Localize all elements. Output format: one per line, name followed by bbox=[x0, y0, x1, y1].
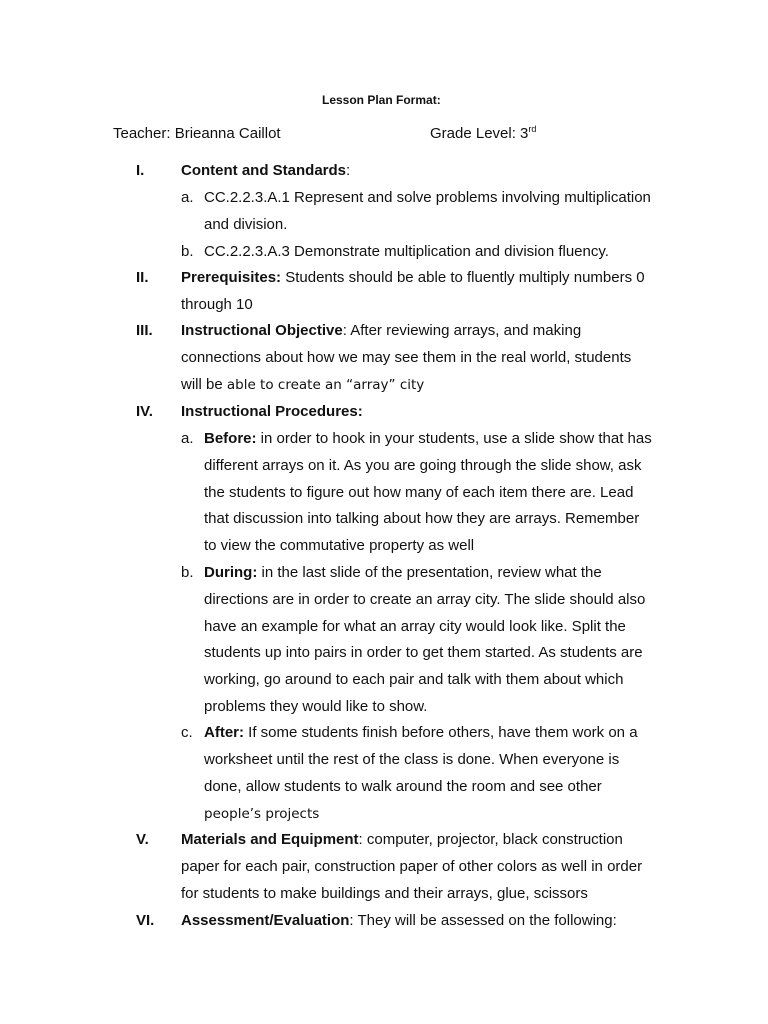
section-1-heading-suffix: : bbox=[346, 162, 351, 179]
section-3-numeral: III. bbox=[136, 322, 153, 339]
section-4-numeral: IV. bbox=[136, 403, 153, 420]
section-1-item-b-line-1: CC.2.2.3.A.3 Demonstrate multiplication and division fluency. bbox=[204, 243, 609, 260]
procedure-before-line-1 bbox=[204, 430, 652, 448]
procedure-during-line-5: working, go around to each pair and talk with them about which bbox=[204, 671, 624, 688]
procedure-before-first-text: in order to hook in your students, use a slide show that has bbox=[256, 430, 652, 447]
procedure-after-line-4: people’s projects bbox=[204, 806, 320, 822]
procedure-after-line-3: done, allow students to walk around the room and see other bbox=[204, 778, 602, 795]
section-5-text: : computer, projector, black construction bbox=[358, 831, 623, 848]
section-3-line-3-end: able to create an “array” city bbox=[226, 377, 425, 393]
teacher-name: Teacher: Brieanna Caillot bbox=[113, 125, 281, 142]
section-6-numeral: VI. bbox=[136, 912, 155, 929]
document-title: Lesson Plan Format: bbox=[322, 93, 441, 107]
section-2-text: Students should be able to fluently multiply numbers 0 bbox=[281, 269, 645, 286]
section-2-line-1 bbox=[181, 269, 645, 287]
section-3-text: : After reviewing arrays, and making bbox=[342, 322, 582, 339]
section-5-line-2: paper for each pair, construction paper of other colors as well in order bbox=[181, 858, 643, 875]
procedure-during-line-6: problems they would like to show. bbox=[204, 698, 428, 715]
section-1-numeral: I. bbox=[136, 162, 145, 179]
procedure-after-label: After: bbox=[204, 724, 244, 741]
procedure-before-marker: a. bbox=[181, 430, 194, 447]
procedure-during-line-3: have an example for what an array city would look like. Split the bbox=[204, 618, 626, 635]
section-3-line-1 bbox=[181, 322, 581, 340]
section-2-heading: Prerequisites: bbox=[181, 269, 282, 286]
procedure-before-line-2: different arrays on it. As you are going through the slide show, ask bbox=[204, 457, 642, 474]
section-3-line-3 bbox=[181, 376, 424, 394]
section-6-line-1 bbox=[181, 912, 617, 930]
procedure-before-line-4: that discussion into talking about how they are arrays. Remember bbox=[204, 510, 640, 527]
section-5-numeral: V. bbox=[136, 831, 149, 848]
section-1-item-a-line-2: and division. bbox=[204, 216, 288, 233]
procedure-after-marker: c. bbox=[181, 724, 193, 741]
section-1-item-a-marker: a. bbox=[181, 189, 194, 206]
section-3-line-2: connections about how we may see them in the real world, students bbox=[181, 349, 632, 366]
section-3-line-3-start: will be bbox=[181, 376, 227, 393]
procedure-during-line-4: students up into pairs in order to get them started. As students are bbox=[204, 644, 643, 661]
section-5-heading: Materials and Equipment bbox=[181, 831, 359, 848]
procedure-during-line-1 bbox=[204, 564, 602, 582]
procedure-before-line-3: the students to figure out how many of each item there are. Lead bbox=[204, 484, 634, 501]
procedure-during-line-2: directions are in order to create an array city. The slide should also bbox=[204, 591, 646, 608]
grade-level-superscript: rd bbox=[528, 124, 537, 134]
section-2-numeral: II. bbox=[136, 269, 149, 286]
section-1-heading-line bbox=[181, 162, 350, 180]
procedure-during-first-text: in the last slide of the presentation, review what the bbox=[257, 564, 602, 581]
grade-level bbox=[430, 125, 536, 143]
procedure-after-line-1 bbox=[204, 724, 638, 742]
section-2-line-2: through 10 bbox=[181, 296, 253, 313]
section-6-text: : They will be assessed on the following: bbox=[349, 912, 617, 929]
section-5-line-1 bbox=[181, 831, 623, 849]
procedure-before-label: Before: bbox=[204, 430, 257, 447]
grade-level-text: Grade Level: 3 bbox=[430, 125, 529, 142]
section-1-item-a-line-1: CC.2.2.3.A.1 Represent and solve problems involving multiplication bbox=[204, 189, 651, 206]
section-6-heading: Assessment/Evaluation bbox=[181, 912, 350, 929]
procedure-after-first-text: If some students finish before others, have them work on a bbox=[244, 724, 638, 741]
section-1-heading: Content and Standards bbox=[181, 162, 347, 179]
section-3-heading: Instructional Objective bbox=[181, 322, 343, 339]
procedure-during-label: During: bbox=[204, 564, 258, 581]
section-1-item-b-marker: b. bbox=[181, 243, 194, 260]
procedure-before-line-5: to view the commutative property as well bbox=[204, 537, 475, 554]
section-5-line-3: for students to make buildings and their arrays, glue, scissors bbox=[181, 885, 588, 902]
procedure-during-marker: b. bbox=[181, 564, 194, 581]
section-4-heading: Instructional Procedures: bbox=[181, 403, 363, 420]
procedure-after-line-2: worksheet until the rest of the class is done. When everyone is bbox=[204, 751, 620, 768]
